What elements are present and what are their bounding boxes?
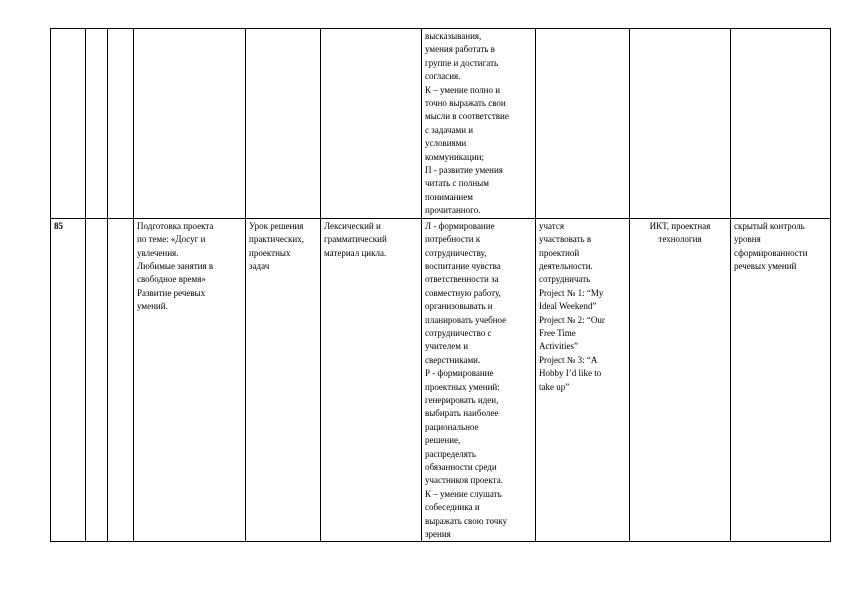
- cell-technology: [630, 29, 731, 219]
- cell-date-fact: [108, 29, 134, 219]
- lesson-plan-table: [50, 28, 831, 542]
- cell-date-fact: [108, 218, 134, 542]
- cell-lesson-type: [246, 29, 321, 218]
- cell-content-elements: [321, 29, 422, 219]
- cell-uud: Л - формирование потребности к сотрудничеству, воспитание чувства ответственности за совместную работу, организовывать и планировать учебное сотрудничество с учителем и сверстниками. Р - формирование проектных умений: генерировать идеи, выбирать наиболее рациональное решение, распределять обязанности среди участников проекта. К – умение слушать собеседника и выражать свою точку зрения: [422, 218, 536, 542]
- cell-content-elements: Лексический и грамматический материал цикла.: [321, 218, 422, 542]
- cell-number: 85: [51, 218, 86, 542]
- cell-topic-group: [134, 29, 321, 219]
- cell-activity: [536, 29, 630, 219]
- cell-date-plan: [86, 218, 108, 542]
- cell-control: скрытый контроль уровня сформированности речевых умений: [731, 218, 831, 542]
- cell-topic: [134, 29, 246, 218]
- cell-control: [731, 29, 831, 219]
- cell-technology: ИКТ, проектная технология: [630, 218, 731, 542]
- cell-date-plan: [86, 29, 108, 219]
- cell-activity: учатся участвовать в проектной деятельности. сотрудничать Project № 1: “My Ideal Weekend” Project № 2: “Our Free Time Activities” Project № 3: “A Hobby I’d like to take up”: [536, 218, 630, 542]
- cell-uud: высказывания, умения работать в группе и достигать согласия. К – умение полно и точно выражать свои мысли в соответствие с задачами и условиями коммуникации; П - развитие умения читать с полным пониманием прочитанного.: [422, 29, 536, 219]
- cell-lesson-type: Урок решения практических, проектных задач: [249, 220, 304, 271]
- cell-topic-group: [134, 218, 321, 542]
- table-row: [51, 218, 831, 542]
- cell-number: [51, 29, 86, 219]
- table-row: [51, 29, 831, 219]
- cell-topic: Подготовка проекта по теме: «Досуг и увлечения. Любимые занятия в свободное время» Развитие речевых умений.: [134, 219, 246, 542]
